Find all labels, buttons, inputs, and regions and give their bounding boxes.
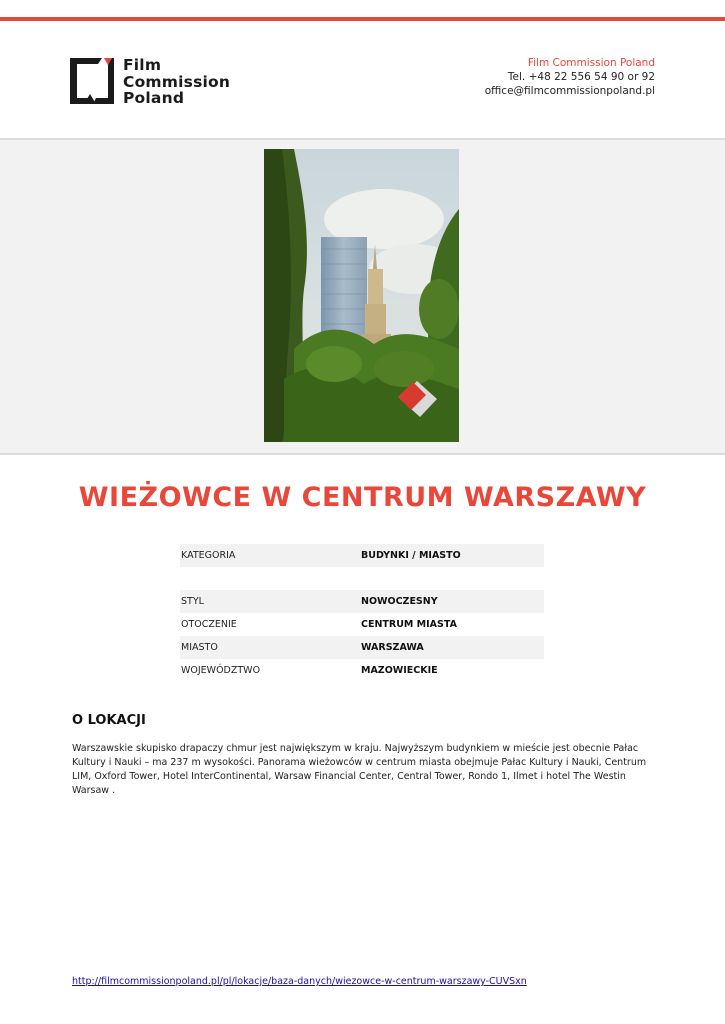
- logo-wordmark: [123, 57, 230, 107]
- film-commission-poland-logo[interactable]: [68, 56, 238, 108]
- location-url-link[interactable]: http://filmcommissionpoland.pl/pl/lokacje/baza-danych/wiezowce-w-centrum-warszawy-CUVSxn: [72, 976, 527, 987]
- logo-line-2: Commission: [123, 72, 231, 91]
- about-heading: O LOKACJI: [72, 713, 146, 728]
- properties-table: [180, 544, 544, 682]
- logo-frame-icon: [68, 56, 116, 106]
- location-photo: [264, 149, 459, 442]
- about-text: Warszawskie skupisko drapaczy chmur jest największym w kraju. Najwyższym budynkiem w mieście jest obecnie Pałac Kultury i Nauki – ma 237 m wysokości. Panorama wieżowców w centrum miasta obejmuje Pałac Kultury i Nauki, Centrum LIM, Oxford Tower, Hotel InterContinental, Warsaw Financial Center, Central Tower, Rondo 1, Ilmet i hotel The Westin Warsaw .: [72, 743, 647, 796]
- header: [0, 21, 725, 138]
- property-value: NOWOCZESNY: [361, 596, 438, 607]
- skyscrapers-photo-image: [264, 149, 459, 442]
- property-row: [180, 590, 544, 613]
- logo-line-3: Poland: [123, 89, 185, 107]
- property-label: MIASTO: [181, 642, 218, 653]
- contact-phone: Tel. +48 22 556 54 90 or 92: [507, 71, 655, 83]
- property-label: KATEGORIA: [181, 550, 236, 561]
- property-label: STYL: [181, 596, 204, 607]
- property-value: CENTRUM MIASTA: [361, 619, 457, 630]
- property-label: OTOCZENIE: [181, 619, 237, 630]
- property-spacer: [180, 567, 544, 590]
- contact-org: Film Commission Poland: [527, 57, 655, 69]
- photo-band: [0, 138, 725, 455]
- property-value: MAZOWIECKIE: [361, 665, 438, 676]
- contact-email[interactable]: office@filmcommissionpoland.pl: [484, 85, 655, 97]
- property-row: [180, 659, 544, 682]
- property-row: [180, 544, 544, 567]
- page-title: WIEŻOWCE W CENTRUM WARSZAWY: [78, 482, 647, 513]
- property-row: [180, 613, 544, 636]
- property-row: [180, 636, 544, 659]
- property-value: WARSZAWA: [361, 642, 424, 653]
- logo-line-1: Film: [123, 56, 162, 74]
- contact-info: [485, 56, 655, 98]
- property-value: BUDYNKI / MIASTO: [361, 550, 461, 561]
- property-label: WOJEWÓDZTWO: [181, 665, 261, 676]
